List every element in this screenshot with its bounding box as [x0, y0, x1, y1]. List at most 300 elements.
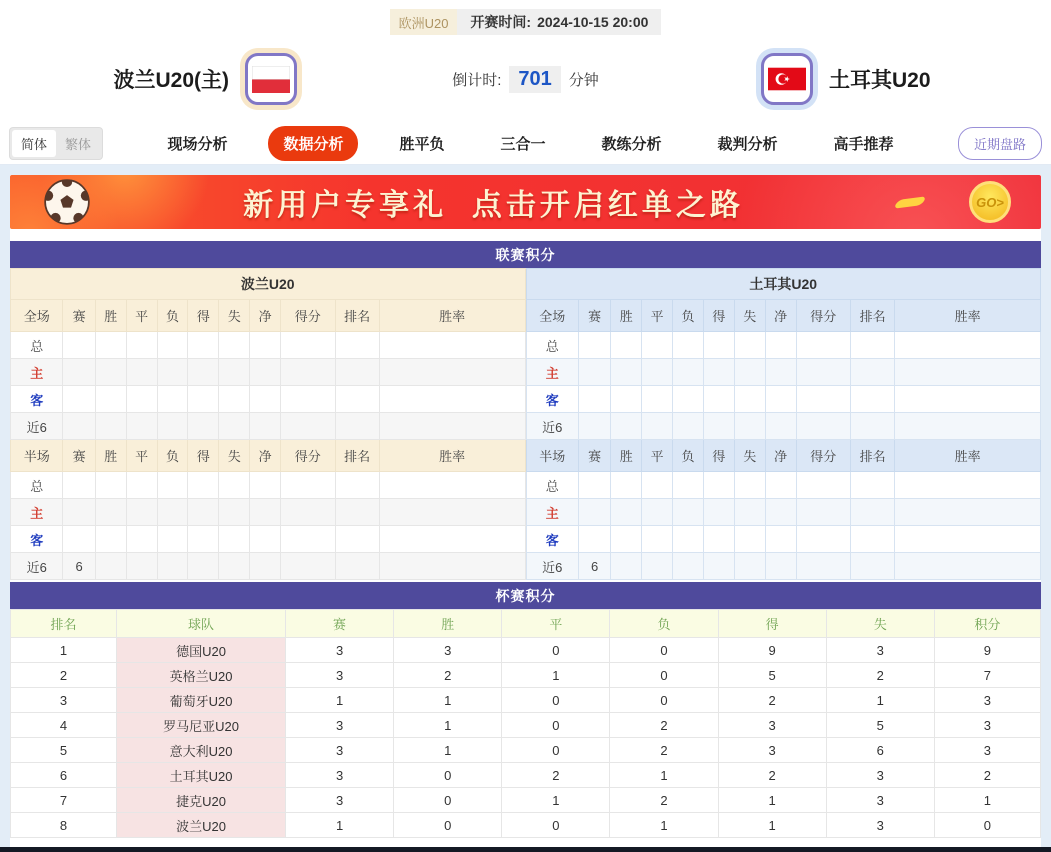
data-cell	[126, 413, 157, 440]
data-cell	[188, 553, 219, 580]
data-cell	[611, 332, 642, 359]
tab-现场分析[interactable]: 现场分析	[167, 136, 228, 153]
lang-traditional-button[interactable]: 繁体	[65, 137, 92, 152]
data-cell: 7	[934, 663, 1040, 688]
column-header: 胜率	[379, 440, 525, 472]
data-cell: 3	[718, 713, 826, 738]
cup-team-cell: 土耳其U20	[117, 763, 286, 788]
data-cell	[157, 526, 188, 553]
table-row	[11, 359, 526, 386]
data-cell	[851, 553, 895, 580]
data-cell: 0	[394, 813, 502, 838]
data-cell	[673, 499, 704, 526]
column-header: 半场	[11, 440, 63, 472]
table-row	[11, 526, 526, 553]
data-cell: 0	[610, 688, 718, 713]
data-cell	[63, 499, 95, 526]
data-cell: 2	[610, 713, 718, 738]
data-cell	[95, 526, 126, 553]
column-header: 平	[126, 440, 157, 472]
column-header: 得分	[796, 300, 851, 332]
data-cell: 1	[502, 788, 610, 813]
lang-simplified-button[interactable]: 简体	[12, 130, 56, 157]
data-cell: 5	[826, 713, 934, 738]
column-header: 胜	[95, 440, 126, 472]
column-header: 胜率	[895, 300, 1041, 332]
away-team	[641, 53, 1051, 105]
data-cell	[703, 332, 734, 359]
data-cell	[219, 386, 250, 413]
data-cell	[703, 413, 734, 440]
data-cell: 8	[11, 813, 117, 838]
data-cell	[219, 499, 250, 526]
nav-tabs	[103, 126, 958, 161]
column-header: 排名	[851, 440, 895, 472]
data-cell	[895, 499, 1041, 526]
data-cell	[673, 553, 704, 580]
column-header: 失	[826, 610, 934, 638]
data-cell	[895, 332, 1041, 359]
data-cell	[188, 332, 219, 359]
data-cell	[95, 359, 126, 386]
data-cell	[796, 499, 851, 526]
data-cell: 2	[610, 738, 718, 763]
column-header: 得	[188, 440, 219, 472]
home-team	[0, 53, 411, 105]
data-cell	[734, 413, 765, 440]
table-row	[11, 688, 1041, 713]
data-cell	[379, 332, 525, 359]
row-label: 总	[11, 332, 63, 359]
data-cell	[219, 332, 250, 359]
data-cell	[642, 499, 673, 526]
data-cell	[578, 386, 610, 413]
column-header: 排名	[335, 300, 379, 332]
data-cell	[281, 472, 336, 499]
data-cell	[765, 553, 796, 580]
column-header: 胜率	[379, 300, 525, 332]
data-cell: 3	[826, 813, 934, 838]
data-cell	[642, 386, 673, 413]
data-cell: 6	[63, 553, 95, 580]
table-row	[11, 413, 526, 440]
data-cell	[765, 359, 796, 386]
data-cell	[611, 472, 642, 499]
data-cell	[895, 472, 1041, 499]
column-header: 平	[642, 300, 673, 332]
data-cell: 1	[934, 788, 1040, 813]
data-cell	[250, 332, 281, 359]
kickoff-time	[457, 9, 661, 35]
data-cell	[95, 413, 126, 440]
data-cell	[642, 472, 673, 499]
data-cell	[126, 386, 157, 413]
data-cell	[765, 472, 796, 499]
table-row	[11, 332, 526, 359]
data-cell	[126, 332, 157, 359]
data-cell	[219, 472, 250, 499]
column-header: 负	[157, 440, 188, 472]
column-header: 负	[673, 440, 704, 472]
content-column	[10, 175, 1041, 852]
column-header: 得	[703, 300, 734, 332]
data-cell	[895, 359, 1041, 386]
soccer-ball-icon	[44, 179, 90, 225]
data-cell	[250, 472, 281, 499]
column-header: 失	[219, 300, 250, 332]
data-cell	[250, 526, 281, 553]
column-header: 负	[673, 300, 704, 332]
column-header: 球队	[117, 610, 286, 638]
data-cell	[379, 499, 525, 526]
data-cell	[703, 386, 734, 413]
row-label: 主	[526, 499, 578, 526]
data-cell: 3	[394, 638, 502, 663]
footer-bar	[0, 847, 1051, 852]
data-cell	[734, 526, 765, 553]
data-cell: 9	[718, 638, 826, 663]
data-cell	[851, 359, 895, 386]
data-cell	[63, 386, 95, 413]
data-cell: 1	[394, 713, 502, 738]
data-cell	[281, 413, 336, 440]
data-cell	[126, 359, 157, 386]
data-cell	[157, 359, 188, 386]
banner-text: 新用户专享礼 点击开启红单之路	[243, 189, 744, 222]
data-cell	[335, 499, 379, 526]
row-label: 主	[11, 499, 63, 526]
column-header: 赛	[578, 440, 610, 472]
tab-高手推荐[interactable]: 高手推荐	[833, 136, 894, 153]
data-cell	[703, 499, 734, 526]
data-cell: 1	[718, 788, 826, 813]
table-row	[11, 663, 1041, 688]
data-cell: 0	[502, 688, 610, 713]
data-cell	[281, 526, 336, 553]
data-cell: 0	[394, 763, 502, 788]
data-cell	[250, 386, 281, 413]
data-cell	[379, 553, 525, 580]
data-cell	[642, 553, 673, 580]
column-header: 全场	[526, 300, 578, 332]
data-cell	[219, 526, 250, 553]
data-cell: 3	[826, 788, 934, 813]
data-cell	[734, 472, 765, 499]
column-header: 赛	[63, 300, 95, 332]
cup-team-cell: 罗马尼亚U20	[117, 713, 286, 738]
data-cell: 0	[502, 713, 610, 738]
data-cell	[281, 386, 336, 413]
data-cell	[379, 472, 525, 499]
row-label: 近6	[11, 413, 63, 440]
countdown	[411, 66, 641, 93]
data-cell: 5	[718, 663, 826, 688]
tab-数据分析[interactable]: 数据分析	[268, 126, 358, 161]
data-cell: 5	[11, 738, 117, 763]
data-cell	[335, 553, 379, 580]
row-label: 客	[11, 526, 63, 553]
column-header: 负	[610, 610, 718, 638]
column-header: 失	[219, 440, 250, 472]
column-header: 赛	[63, 440, 95, 472]
data-cell: 6	[826, 738, 934, 763]
column-header: 失	[734, 300, 765, 332]
teams-row	[0, 35, 1051, 123]
promo-banner[interactable]	[10, 175, 1041, 229]
table-row	[526, 332, 1041, 359]
data-cell: 3	[285, 638, 393, 663]
row-label: 总	[526, 332, 578, 359]
data-cell: 1	[285, 813, 393, 838]
data-cell	[765, 499, 796, 526]
data-cell	[281, 553, 336, 580]
table-row	[526, 526, 1041, 553]
tab-教练分析[interactable]: 教练分析	[601, 136, 662, 153]
home-team-name: 波兰U20(主)	[113, 69, 229, 92]
row-label: 总	[526, 472, 578, 499]
data-cell: 1	[610, 813, 718, 838]
data-cell	[188, 499, 219, 526]
column-header: 得分	[281, 440, 336, 472]
column-header: 半场	[526, 440, 578, 472]
column-header: 排名	[851, 300, 895, 332]
league-team-name: 土耳其U20	[526, 269, 1041, 300]
table-row	[11, 763, 1041, 788]
data-cell: 3	[285, 713, 393, 738]
cup-team-cell: 英格兰U20	[117, 663, 286, 688]
match-header	[0, 0, 1051, 123]
data-cell	[796, 472, 851, 499]
data-cell: 9	[934, 638, 1040, 663]
column-header: 胜	[95, 300, 126, 332]
data-cell	[95, 386, 126, 413]
column-header: 积分	[934, 610, 1040, 638]
data-cell: 3	[826, 763, 934, 788]
column-header: 全场	[11, 300, 63, 332]
data-cell: 1	[610, 763, 718, 788]
data-cell	[703, 526, 734, 553]
league-points-section	[10, 241, 1041, 580]
data-cell	[578, 332, 610, 359]
data-cell	[219, 413, 250, 440]
column-header: 赛	[285, 610, 393, 638]
data-cell	[851, 332, 895, 359]
data-cell: 3	[285, 663, 393, 688]
row-label: 客	[526, 526, 578, 553]
data-cell: 0	[502, 738, 610, 763]
data-cell: 0	[610, 638, 718, 663]
data-cell: 0	[502, 638, 610, 663]
table-row	[11, 788, 1041, 813]
column-header: 得分	[281, 300, 336, 332]
cup-standings-table	[10, 609, 1041, 838]
data-cell	[379, 386, 525, 413]
league-section-title: 联赛积分	[10, 241, 1041, 268]
data-cell	[250, 413, 281, 440]
data-cell	[126, 499, 157, 526]
cup-team-cell: 葡萄牙U20	[117, 688, 286, 713]
league-half-home	[10, 268, 526, 580]
data-cell	[673, 472, 704, 499]
data-cell: 3	[934, 713, 1040, 738]
cup-points-section	[10, 582, 1041, 838]
row-label: 近6	[526, 553, 578, 580]
league-table-home	[10, 268, 526, 580]
league-half-away	[526, 268, 1042, 580]
data-cell	[611, 526, 642, 553]
column-header: 赛	[578, 300, 610, 332]
column-header: 平	[642, 440, 673, 472]
tab-三合一[interactable]: 三合一	[500, 136, 546, 153]
data-cell	[703, 553, 734, 580]
data-cell	[796, 386, 851, 413]
data-cell: 4	[11, 713, 117, 738]
column-header: 胜	[611, 300, 642, 332]
data-cell	[796, 332, 851, 359]
data-cell	[379, 359, 525, 386]
column-header: 胜	[394, 610, 502, 638]
data-cell	[895, 386, 1041, 413]
table-row	[526, 499, 1041, 526]
column-header: 净	[765, 440, 796, 472]
data-cell	[250, 553, 281, 580]
data-cell	[611, 553, 642, 580]
table-row	[526, 472, 1041, 499]
data-cell: 3	[826, 638, 934, 663]
data-cell	[157, 553, 188, 580]
data-cell	[734, 359, 765, 386]
data-cell	[63, 332, 95, 359]
table-row	[11, 499, 526, 526]
league-badge: 欧洲U20	[390, 9, 458, 35]
data-cell	[673, 332, 704, 359]
data-cell	[673, 359, 704, 386]
row-label: 总	[11, 472, 63, 499]
data-cell: 2	[11, 663, 117, 688]
league-team-name: 波兰U20	[11, 269, 526, 300]
data-cell: 6	[11, 763, 117, 788]
data-cell: 2	[934, 763, 1040, 788]
data-cell: 0	[610, 663, 718, 688]
data-cell	[63, 359, 95, 386]
data-cell	[95, 472, 126, 499]
data-cell	[851, 386, 895, 413]
go-button[interactable]: GO>	[969, 181, 1011, 223]
data-cell: 1	[826, 688, 934, 713]
data-cell	[188, 413, 219, 440]
data-cell	[611, 413, 642, 440]
cup-team-cell: 德国U20	[117, 638, 286, 663]
data-cell	[765, 386, 796, 413]
countdown-label: 倒计时:	[452, 71, 502, 89]
data-cell	[95, 332, 126, 359]
data-cell	[335, 359, 379, 386]
column-header: 失	[734, 440, 765, 472]
tab-裁判分析[interactable]: 裁判分析	[717, 136, 778, 153]
data-cell	[219, 553, 250, 580]
table-row	[11, 472, 526, 499]
table-row	[11, 713, 1041, 738]
data-cell	[673, 526, 704, 553]
kickoff-value: 2024-10-15 20:00	[537, 14, 649, 30]
data-cell	[734, 553, 765, 580]
column-header: 净	[250, 300, 281, 332]
data-cell	[250, 359, 281, 386]
data-cell: 1	[285, 688, 393, 713]
kickoff-row	[0, 0, 1051, 35]
data-cell: 3	[11, 688, 117, 713]
column-header: 胜率	[895, 440, 1041, 472]
data-cell	[578, 526, 610, 553]
data-cell	[379, 413, 525, 440]
data-cell	[219, 359, 250, 386]
column-header: 负	[157, 300, 188, 332]
data-cell: 0	[934, 813, 1040, 838]
data-cell: 3	[285, 763, 393, 788]
cup-team-cell: 捷克U20	[117, 788, 286, 813]
data-cell: 7	[11, 788, 117, 813]
data-cell	[851, 526, 895, 553]
league-table-away	[526, 268, 1042, 580]
data-cell	[157, 332, 188, 359]
turkey-flag-icon	[761, 53, 813, 105]
column-header: 排名	[11, 610, 117, 638]
data-cell	[281, 332, 336, 359]
main-nav	[0, 123, 1051, 165]
data-cell	[796, 359, 851, 386]
data-cell	[642, 332, 673, 359]
data-cell	[734, 499, 765, 526]
data-cell	[673, 413, 704, 440]
recent-handicap-button[interactable]: 近期盘路	[958, 127, 1042, 160]
tab-胜平负[interactable]: 胜平负	[399, 136, 445, 153]
data-cell	[895, 413, 1041, 440]
table-row	[526, 386, 1041, 413]
data-cell	[765, 332, 796, 359]
row-label: 近6	[11, 553, 63, 580]
countdown-value: 701	[509, 66, 560, 93]
data-cell	[578, 472, 610, 499]
data-cell	[851, 499, 895, 526]
row-label: 客	[526, 386, 578, 413]
data-cell	[335, 386, 379, 413]
data-cell: 0	[394, 788, 502, 813]
league-tables	[10, 268, 1041, 580]
data-cell	[642, 526, 673, 553]
data-cell	[578, 499, 610, 526]
data-cell: 2	[502, 763, 610, 788]
data-cell	[895, 526, 1041, 553]
data-cell	[335, 472, 379, 499]
data-cell	[126, 553, 157, 580]
language-toggle	[9, 127, 103, 160]
countdown-unit: 分钟	[568, 71, 599, 89]
cup-header-row	[11, 610, 1041, 638]
table-row	[11, 386, 526, 413]
data-cell	[188, 359, 219, 386]
data-cell	[95, 499, 126, 526]
data-cell	[765, 413, 796, 440]
content-background	[0, 165, 1051, 852]
column-header: 平	[126, 300, 157, 332]
table-row	[11, 553, 526, 580]
column-header: 排名	[335, 440, 379, 472]
table-row	[11, 638, 1041, 663]
data-cell	[611, 359, 642, 386]
data-cell	[611, 386, 642, 413]
data-cell	[379, 526, 525, 553]
cup-team-cell: 意大利U20	[117, 738, 286, 763]
